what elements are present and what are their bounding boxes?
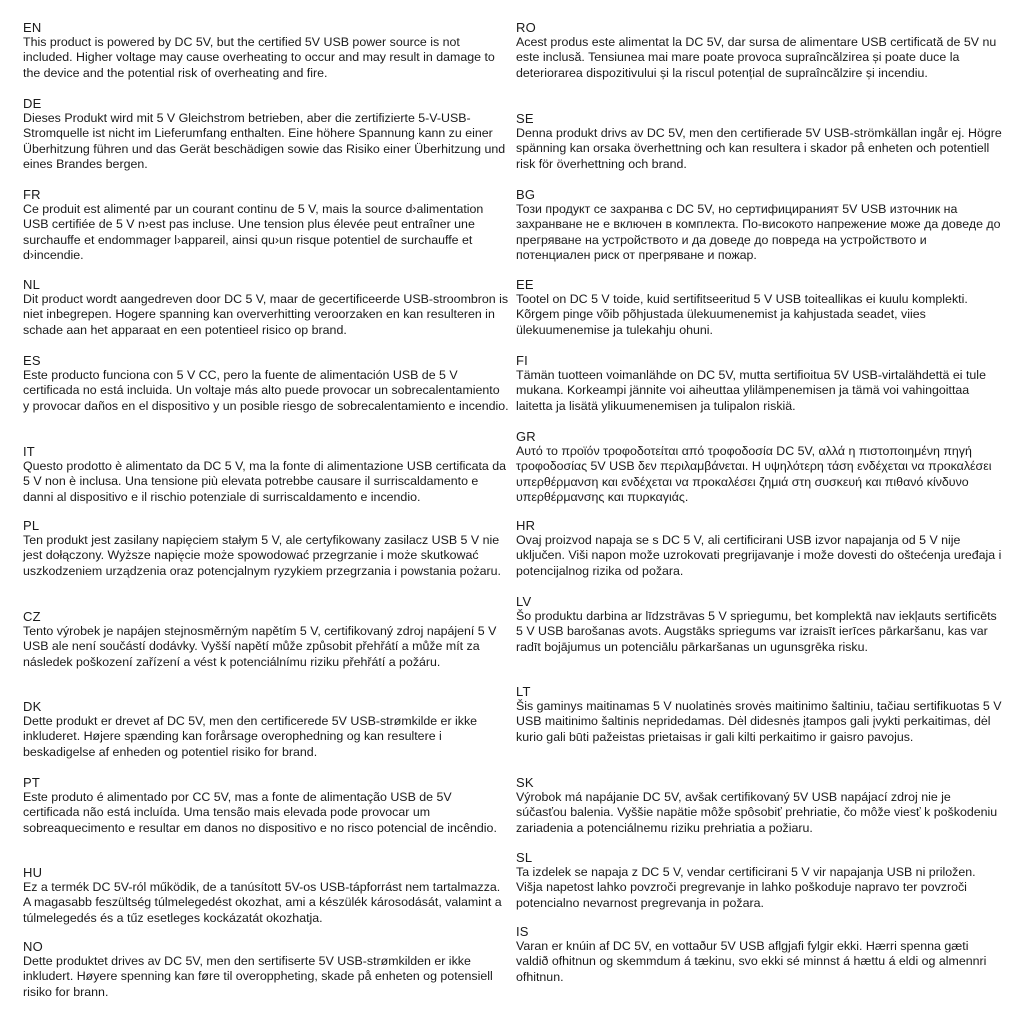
language-code: IS — [516, 924, 529, 939]
warning-text: Tento výrobek je napájen stejnosměrným napětím 5 V, certifikovaný zdroj napájení 5 V USB ale není součástí dodávky. Vyšší napětí může způsobit přehřátí a může mít za následek poškození zařízení a vést k potenciálnímu riziku přehřátí a požáru. — [23, 624, 497, 669]
language-code: HR — [516, 518, 536, 533]
language-code: DK — [23, 699, 42, 714]
section-fi — [516, 353, 1004, 414]
language-code: FR — [23, 187, 41, 202]
warning-text: Varan er knúin af DC 5V, en vottaður 5V USB aflgjafi fylgir ekki. Hærri spenna gæti valdið ofhitnun og skemmdum á tækinu, svo ekki sé minnst á hættu á eldi og almennri ofhitnun. — [516, 939, 987, 984]
language-code: RO — [516, 20, 536, 35]
section-it — [23, 444, 509, 505]
section-ro — [516, 20, 1004, 81]
section-sl — [516, 850, 1004, 911]
section-sk — [516, 775, 1004, 836]
language-code: EE — [516, 277, 534, 292]
section-bg — [516, 187, 1004, 264]
section-dk — [23, 699, 509, 760]
warning-text: Šo produktu darbina ar līdzstrāvas 5 V spriegumu, bet komplektā nav iekļauts sertificēts 5 V USB barošanas avots. Augstāks spriegums var izraisīt ierīces pārkaršanu, kas var radīt bojājumus un potenciālu pārkaršanas un ugunsgrēka risku. — [516, 609, 997, 654]
section-hr — [516, 518, 1004, 579]
warning-text: Este producto funciona con 5 V CC, pero la fuente de alimentación USB de 5 V certificada no está incluida. Un voltaje más alto puede provocar un sobrecalentamiento y provocar daños en el dispositivo y un posible riesgo de sobrecalentamiento e incendio. — [23, 368, 509, 413]
section-es — [23, 353, 509, 414]
warning-text: Questo prodotto è alimentato da DC 5 V, ma la fonte di alimentazione USB certificata da 5 V non è inclusa. Una tensione più elevata potrebbe causare il surriscaldamento e danni al dispositivo e il rischio potenziale di surriscaldamento e incendio. — [23, 459, 507, 504]
section-is — [516, 924, 1004, 985]
section-cz — [23, 609, 509, 670]
language-code: SL — [516, 850, 533, 865]
warning-text: Ce produit est alimenté par un courant continu de 5 V, mais la source d›alimentation USB certifiée de 5 V n›est pas incluse. Une tension plus élevée peut entraîner une surchauffe et endommager l›appareil, ainsi qu›un risque potentiel de surchauffe et d›incendie. — [23, 202, 484, 263]
section-nl — [23, 277, 509, 338]
warning-text: Ez a termék DC 5V-ról működik, de a tanúsított 5V-os USB-tápforrást nem tartalmazza. A magasabb feszültség túlmelegedést okozhat, ami a készülék károsodását, valamint a túlmelegedés és a tűz esetleges kockázatát okozhatja. — [23, 880, 502, 925]
warning-text: Ovaj proizvod napaja se s DC 5 V, ali certificirani USB izvor napajanja od 5 V nije uključen. Viši napon može uzrokovati pregrijavanje i može dovesti do oštećenja uređaja i potencijalnog rizika od požara. — [516, 533, 1002, 578]
language-code: FI — [516, 353, 528, 368]
language-code: HU — [23, 865, 43, 880]
section-ee — [516, 277, 1004, 338]
language-code: SE — [516, 111, 534, 126]
warning-text: Šis gaminys maitinamas 5 V nuolatinės srovės maitinimo šaltiniu, tačiau sertifikuotas 5 V USB maitinimo šaltinis nepridedamas. Dėl didesnės įtampos gali įvykti perkaitimas, dėl kurio gali būti pažeistas prietaisas ir gali kilti perkaitimo ir gaisro pavojus. — [516, 699, 1002, 744]
warning-text: Výrobok má napájanie DC 5V, avšak certifikovaný 5V USB napájací zdroj nie je súčasťou balenia. Vyššie napätie môže spôsobiť prehriatie, čo môže viesť k poškodeniu zariadenia a potenciálnemu riziku prehriatia a požiaru. — [516, 790, 998, 835]
language-code: SK — [516, 775, 534, 790]
language-code: NL — [23, 277, 41, 292]
section-pl — [23, 518, 509, 579]
warning-text: Dette produkt er drevet af DC 5V, men den certificerede 5V USB-strømkilde er ikke inkluderet. Højere spænding kan forårsage overophedning og kan resultere i beskadigelse af enheden og potentiel risiko for brand. — [23, 714, 478, 759]
warning-text: Dit product wordt aangedreven door DC 5 V, maar de gecertificeerde USB-stroombron is niet inbegrepen. Hogere spanning kan oververhitting veroorzaken en kan resulteren in schade aan het apparaat en een potentieel risico op brand. — [23, 292, 509, 337]
warning-text: Este produto é alimentado por CC 5V, mas a fonte de alimentação USB de 5V certificada não está incluída. Uma tensão mais elevada pode provocar um sobreaquecimento e resultar em danos no dispositivo e no risco potencial de incêndio. — [23, 790, 497, 835]
section-hu — [23, 865, 509, 926]
warning-text: Ta izdelek se napaja z DC 5 V, vendar certificirani 5 V vir napajanja USB ni priložen. Višja napetost lahko povzroči pregrevanje in lahko poškoduje napravo ter povzroči potencialno nevarnost pregrevanja in požara. — [516, 865, 976, 910]
warning-text: This product is powered by DC 5V, but the certified 5V USB power source is not included. Higher voltage may cause overheating to occur and may result in damage to the device and the potential risk of overheating and fire. — [23, 35, 495, 80]
section-no — [23, 939, 509, 1000]
language-code: PL — [23, 518, 40, 533]
language-code: PT — [23, 775, 41, 790]
section-en — [23, 20, 509, 81]
language-code: CZ — [23, 609, 41, 624]
warning-text: Dette produktet drives av DC 5V, men den sertifiserte 5V USB-strømkilden er ikke inkludert. Høyere spenning kan føre til overoppheting, skade på enheten og potensiell risiko for brann. — [23, 954, 493, 999]
section-fr — [23, 187, 509, 264]
warning-text: Αυτό το προϊόν τροφοδοτείται από τροφοδοσία DC 5V, αλλά η πιστοποιημένη πηγή τροφοδοσίας 5V USB δεν περιλαμβάνεται. Η υψηλότερη τάση ενδέχεται να προκαλέσει υπερθέρμανση και ενδέχεται να προκαλέσει ζημιά στη συσκευή και πιθανό κίνδυνο υπερθέρμανσης και πυρκαγιάς. — [516, 444, 992, 505]
language-code: LT — [516, 684, 531, 699]
warning-text: Този продукт се захранва с DC 5V, но сертифицираният 5V USB източник на захранване не е включен в комплекта. По-високото напрежение може да доведе до прегряване на устройството и да доведе до повреда на устройството и потенциален риск от прегряване и пожар. — [516, 202, 1001, 263]
warning-text: Denna produkt drivs av DC 5V, men den certifierade 5V USB-strömkällan ingår ej. Högre spänning kan orsaka överhettning och kan resultera i skador på enheten och potentiell risk för överhettning och brand. — [516, 126, 1002, 171]
language-code: BG — [516, 187, 536, 202]
section-se — [516, 111, 1004, 172]
language-code: ES — [23, 353, 41, 368]
language-code: NO — [23, 939, 43, 954]
warning-text: Ten produkt jest zasilany napięciem stałym 5 V, ale certyfikowany zasilacz USB 5 V nie jest dołączony. Wyższe napięcie może spowodować przegrzanie i może skutkować uszkodzeniem urządzenia oraz potencjalnym ryzykiem przegrzania i powstania pożaru. — [23, 533, 501, 578]
language-code: LV — [516, 594, 532, 609]
section-de — [23, 96, 509, 173]
section-gr — [516, 429, 1004, 506]
language-code: GR — [516, 429, 536, 444]
warning-text: Tootel on DC 5 V toide, kuid sertifitseeritud 5 V USB toiteallikas ei kuulu komplekti. Kõrgem pinge võib põhjustada ülekuumenemist ja kahjustada seadet, viies ülekuumenemise ja tulekahju ohuni. — [516, 292, 968, 337]
section-lv — [516, 594, 1004, 655]
language-code: EN — [23, 20, 42, 35]
section-lt — [516, 684, 1004, 745]
section-pt — [23, 775, 509, 836]
language-code: IT — [23, 444, 35, 459]
language-code: DE — [23, 96, 42, 111]
warning-text: Acest produs este alimentat la DC 5V, dar sursa de alimentare USB certificată de 5V nu este inclusă. Tensiunea mai mare poate provoca supraîncălzirea și poate duce la deteriorarea dispozitivului și la riscul potențial de supraîncălzire și incendiu. — [516, 35, 997, 80]
warning-text: Tämän tuotteen voimanlähde on DC 5V, mutta sertifioitua 5V USB-virtalähdettä ei tule mukana. Korkeampi jännite voi aiheuttaa ylilämpenemisen ja tämä voi vahingoittaa laitetta ja lisätä ylikuumenemisen ja tulipalon riskiä. — [516, 368, 986, 413]
warning-text: Dieses Produkt wird mit 5 V Gleichstrom betrieben, aber die zertifizierte 5-V-USB-Stromquelle ist nicht im Lieferumfang enthalten. Eine höhere Spannung kann zu einer Überhitzung führen und das Gerät beschädigen sowie das Risiko einer Überhitzung und eines Brandes bergen. — [23, 111, 506, 172]
